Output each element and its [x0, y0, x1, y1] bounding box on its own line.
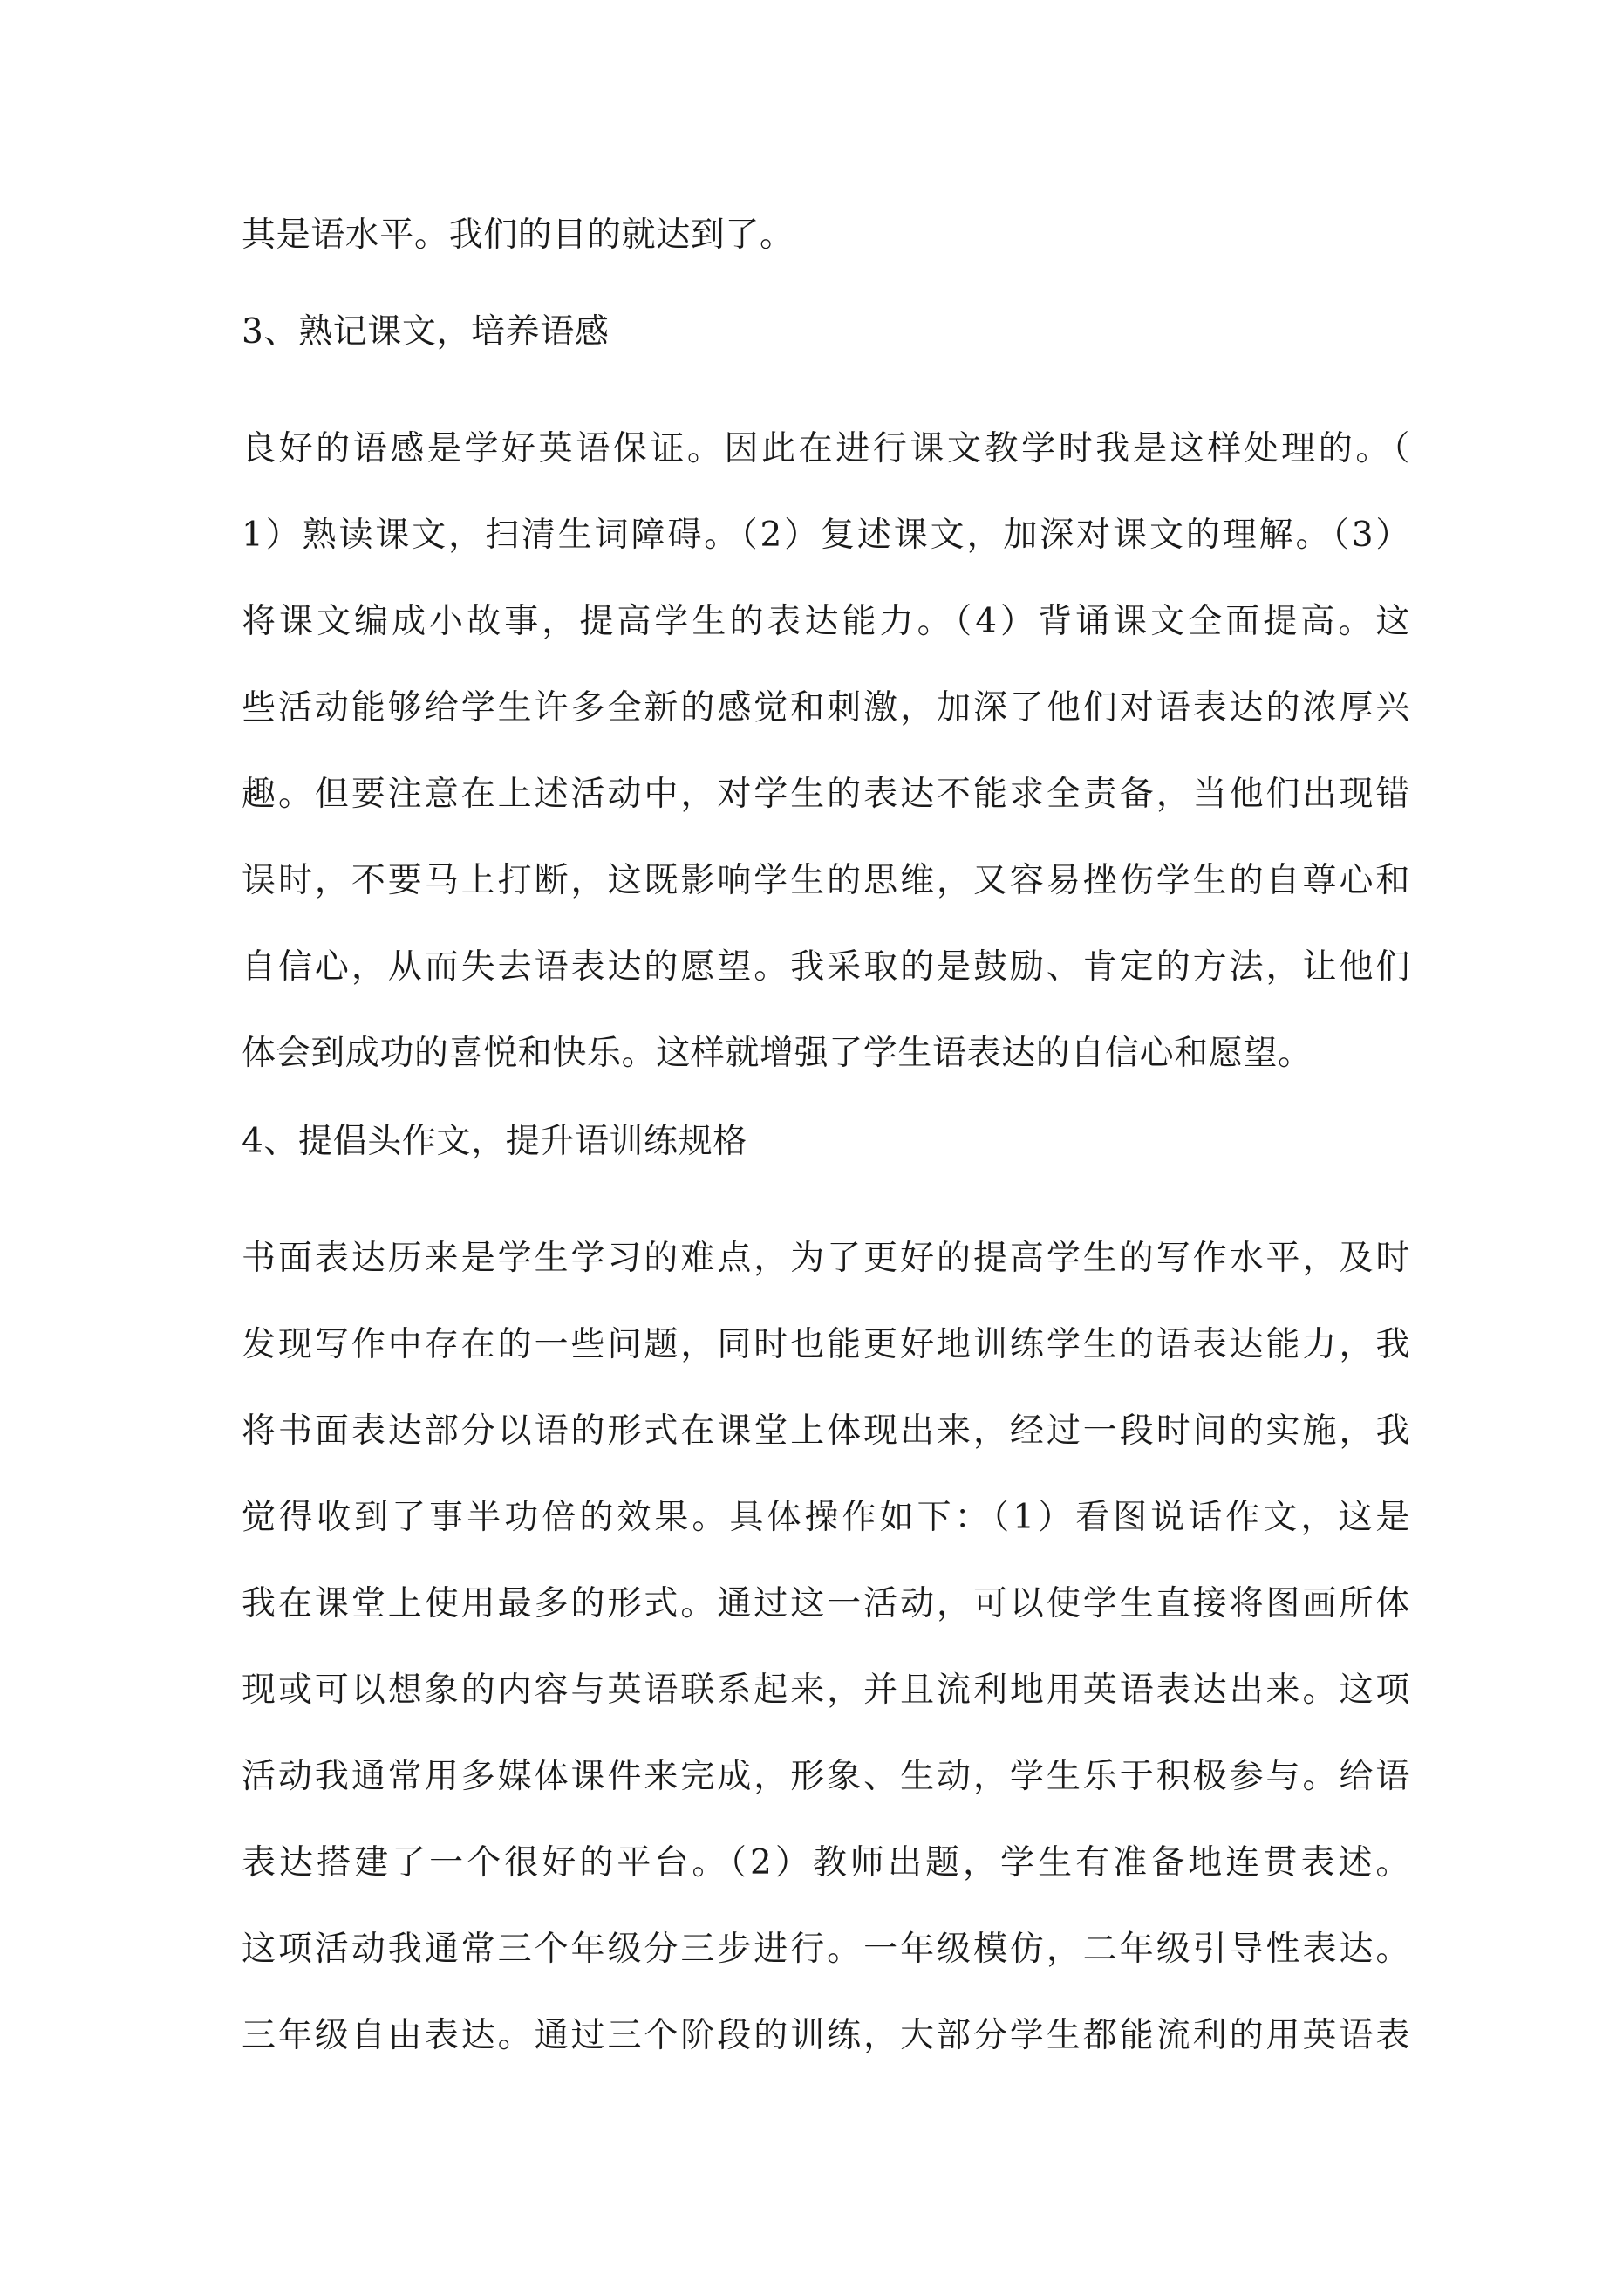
text-line: 误时，不要马上打断，这既影响学生的思维，又容易挫伤学生的自尊心和	[242, 861, 1410, 900]
text-line: 将课文编成小故事，提高学生的表达能力。（4）背诵课文全面提高。这	[242, 602, 1410, 641]
text-line: 觉得收到了事半功倍的效果。具体操作如下：（1）看图说话作文，这是	[242, 1498, 1410, 1537]
text-line: 现或可以想象的内容与英语联系起来，并且流利地用英语表达出来。这项	[242, 1671, 1410, 1710]
text-line: 其是语水平。我们的目的就达到了。	[242, 215, 794, 255]
text-line: 表达搭建了一个很好的平台。（2）教师出题，学生有准备地连贯表述。	[242, 1843, 1410, 1883]
text-line: 我在课堂上使用最多的形式。通过这一活动，可以使学生直接将图画所体	[242, 1584, 1410, 1623]
text-line: 书面表达历来是学生学习的难点，为了更好的提高学生的写作水平，及时	[242, 1239, 1410, 1278]
text-line: 趣。但要注意在上述活动中，对学生的表达不能求全责备，当他们出现错	[242, 775, 1410, 814]
text-line: 些活动能够给学生许多全新的感觉和刺激，加深了他们对语表达的浓厚兴	[242, 688, 1410, 728]
text-line: 活动我通常用多媒体课件来完成，形象、生动，学生乐于积极参与。给语	[242, 1757, 1410, 1796]
text-line: 体会到成功的喜悦和快乐。这样就增强了学生语表达的自信心和愿望。	[242, 1034, 1313, 1073]
text-line: 发现写作中存在的一些问题，同时也能更好地训练学生的语表达能力，我	[242, 1325, 1410, 1364]
text-line: 良好的语感是学好英语保证。因此在进行课文教学时我是这样处理的。（	[242, 429, 1410, 468]
text-line: 这项活动我通常三个年级分三步进行。一年级模仿，二年级引导性表达。	[242, 1930, 1410, 1969]
section-heading-3: 3、熟记课文，培养语感	[242, 312, 610, 352]
text-line: 将书面表达部分以语的形式在课堂上体现出来，经过一段时间的实施，我	[242, 1411, 1410, 1451]
text-line: 自信心，从而失去语表达的愿望。我采取的是鼓励、肯定的方法，让他们	[242, 947, 1410, 987]
section-heading-4: 4、提倡头作文，提升语训练规格	[242, 1122, 747, 1161]
text-line: 1）熟读课文，扫清生词障碍。（2）复述课文，加深对课文的理解。（3）	[242, 516, 1410, 555]
text-line: 三年级自由表达。通过三个阶段的训练，大部分学生都能流利的用英语表	[242, 2016, 1410, 2055]
